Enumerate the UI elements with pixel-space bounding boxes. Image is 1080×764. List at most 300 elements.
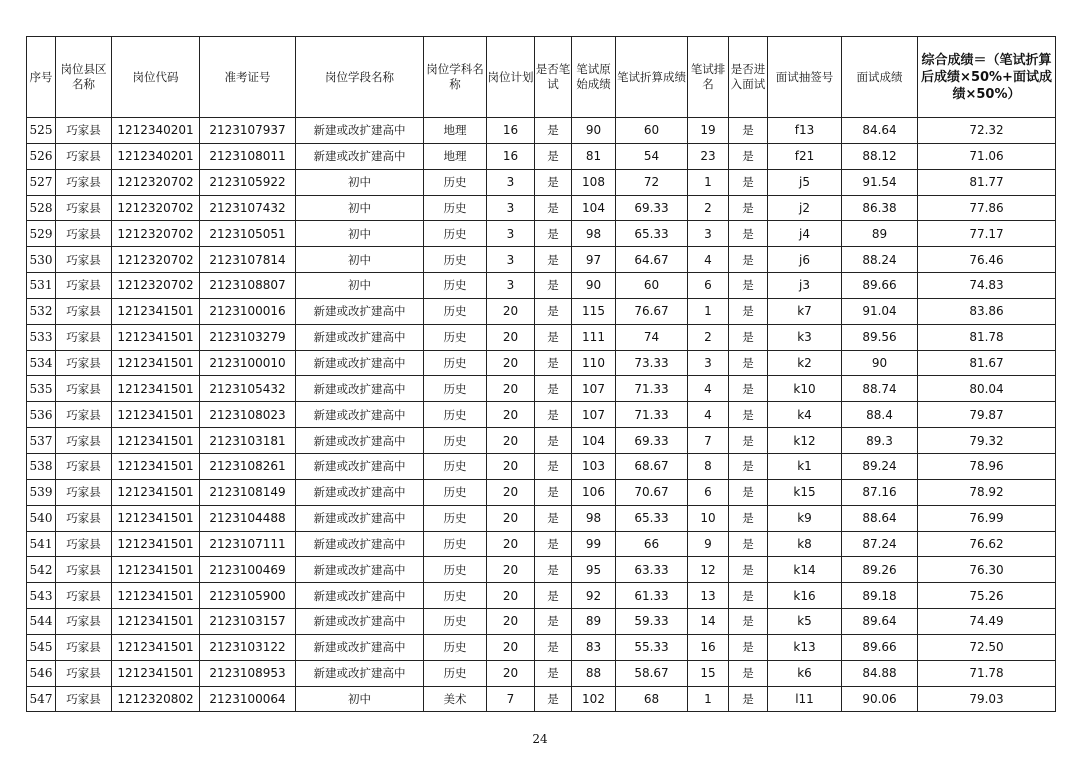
cell-interview-score: 87.24 (842, 531, 918, 557)
cell-draw-number: k4 (768, 402, 842, 428)
cell-seq: 532 (27, 298, 56, 324)
cell-county: 巧家县 (56, 531, 112, 557)
cell-raw-score: 111 (572, 324, 616, 350)
cell-seq: 531 (27, 273, 56, 299)
cell-interview-in: 是 (729, 376, 768, 402)
cell-raw-score: 104 (572, 428, 616, 454)
cell-post-code: 1212341501 (112, 634, 200, 660)
cell-stage: 新建或改扩建高中 (296, 609, 424, 635)
cell-interview-score: 89.24 (842, 453, 918, 479)
table-row (27, 402, 1056, 428)
header-plan: 岗位计划 (487, 37, 535, 118)
cell-interview-in: 是 (729, 505, 768, 531)
header-county: 岗位县区名称 (56, 37, 112, 118)
cell-ticket: 2123105900 (200, 583, 296, 609)
cell-county: 巧家县 (56, 376, 112, 402)
cell-stage: 新建或改扩建高中 (296, 505, 424, 531)
cell-interview-in: 是 (729, 298, 768, 324)
cell-converted-score: 76.67 (616, 298, 688, 324)
page-number: 24 (532, 732, 548, 746)
cell-rank: 6 (688, 479, 729, 505)
table-row (27, 557, 1056, 583)
cell-interview-score: 89.66 (842, 273, 918, 299)
cell-rank: 1 (688, 298, 729, 324)
cell-seq: 536 (27, 402, 56, 428)
cell-post-code: 1212341501 (112, 660, 200, 686)
cell-rank: 2 (688, 195, 729, 221)
cell-raw-score: 107 (572, 402, 616, 428)
cell-plan: 20 (487, 660, 535, 686)
cell-interview-score: 87.16 (842, 479, 918, 505)
cell-plan: 20 (487, 634, 535, 660)
cell-draw-number: j2 (768, 195, 842, 221)
cell-interview-in: 是 (729, 350, 768, 376)
cell-written: 是 (535, 324, 572, 350)
cell-stage: 新建或改扩建高中 (296, 118, 424, 144)
cell-interview-in: 是 (729, 169, 768, 195)
cell-stage: 新建或改扩建高中 (296, 324, 424, 350)
table-row (27, 169, 1056, 195)
cell-raw-score: 106 (572, 479, 616, 505)
cell-final-score: 78.96 (918, 453, 1056, 479)
cell-raw-score: 89 (572, 609, 616, 635)
cell-county: 巧家县 (56, 686, 112, 712)
header-row (27, 37, 1056, 118)
cell-final-score: 71.78 (918, 660, 1056, 686)
header-raw-score: 笔试原始成绩 (572, 37, 616, 118)
cell-plan: 16 (487, 143, 535, 169)
cell-final-score: 72.32 (918, 118, 1056, 144)
table-row (27, 531, 1056, 557)
cell-converted-score: 69.33 (616, 428, 688, 454)
cell-written: 是 (535, 686, 572, 712)
cell-ticket: 2123103181 (200, 428, 296, 454)
cell-ticket: 2123108023 (200, 402, 296, 428)
cell-plan: 7 (487, 686, 535, 712)
cell-stage: 初中 (296, 686, 424, 712)
cell-raw-score: 110 (572, 350, 616, 376)
cell-written: 是 (535, 453, 572, 479)
cell-converted-score: 70.67 (616, 479, 688, 505)
cell-converted-score: 73.33 (616, 350, 688, 376)
cell-written: 是 (535, 298, 572, 324)
cell-post-code: 1212341501 (112, 453, 200, 479)
cell-county: 巧家县 (56, 298, 112, 324)
header-interview-in: 是否进入面试 (729, 37, 768, 118)
cell-draw-number: k5 (768, 609, 842, 635)
cell-seq: 530 (27, 247, 56, 273)
cell-final-score: 75.26 (918, 583, 1056, 609)
cell-interview-score: 89.26 (842, 557, 918, 583)
cell-county: 巧家县 (56, 402, 112, 428)
cell-interview-score: 91.54 (842, 169, 918, 195)
cell-draw-number: j5 (768, 169, 842, 195)
cell-draw-number: j6 (768, 247, 842, 273)
cell-plan: 20 (487, 376, 535, 402)
cell-converted-score: 74 (616, 324, 688, 350)
cell-final-score: 79.03 (918, 686, 1056, 712)
cell-rank: 6 (688, 273, 729, 299)
cell-written: 是 (535, 479, 572, 505)
cell-stage: 新建或改扩建高中 (296, 660, 424, 686)
table-row (27, 298, 1056, 324)
cell-rank: 2 (688, 324, 729, 350)
cell-ticket: 2123108149 (200, 479, 296, 505)
cell-rank: 13 (688, 583, 729, 609)
cell-interview-score: 89.3 (842, 428, 918, 454)
cell-converted-score: 65.33 (616, 505, 688, 531)
table-row (27, 143, 1056, 169)
cell-interview-in: 是 (729, 402, 768, 428)
header-subject: 岗位学科名称 (424, 37, 487, 118)
cell-seq: 533 (27, 324, 56, 350)
cell-draw-number: k7 (768, 298, 842, 324)
cell-county: 巧家县 (56, 583, 112, 609)
cell-interview-score: 88.74 (842, 376, 918, 402)
cell-interview-in: 是 (729, 634, 768, 660)
cell-written: 是 (535, 557, 572, 583)
cell-post-code: 1212341501 (112, 376, 200, 402)
cell-interview-in: 是 (729, 324, 768, 350)
cell-plan: 20 (487, 557, 535, 583)
cell-written: 是 (535, 660, 572, 686)
cell-draw-number: k9 (768, 505, 842, 531)
cell-final-score: 74.83 (918, 273, 1056, 299)
cell-rank: 1 (688, 686, 729, 712)
cell-post-code: 1212341501 (112, 505, 200, 531)
cell-ticket: 2123108011 (200, 143, 296, 169)
cell-final-score: 81.78 (918, 324, 1056, 350)
score-table (26, 36, 1056, 712)
cell-draw-number: f13 (768, 118, 842, 144)
cell-county: 巧家县 (56, 350, 112, 376)
cell-county: 巧家县 (56, 118, 112, 144)
cell-written: 是 (535, 428, 572, 454)
cell-plan: 20 (487, 324, 535, 350)
cell-county: 巧家县 (56, 453, 112, 479)
cell-post-code: 1212341501 (112, 531, 200, 557)
cell-seq: 535 (27, 376, 56, 402)
cell-subject: 历史 (424, 273, 487, 299)
cell-stage: 新建或改扩建高中 (296, 453, 424, 479)
header-draw-number: 面试抽签号 (768, 37, 842, 118)
cell-county: 巧家县 (56, 634, 112, 660)
cell-subject: 美术 (424, 686, 487, 712)
cell-plan: 3 (487, 221, 535, 247)
table-row (27, 686, 1056, 712)
cell-subject: 历史 (424, 298, 487, 324)
cell-stage: 新建或改扩建高中 (296, 376, 424, 402)
cell-interview-in: 是 (729, 143, 768, 169)
cell-interview-score: 88.24 (842, 247, 918, 273)
cell-draw-number: k8 (768, 531, 842, 557)
cell-interview-score: 89.64 (842, 609, 918, 635)
cell-raw-score: 107 (572, 376, 616, 402)
cell-interview-score: 89.18 (842, 583, 918, 609)
cell-converted-score: 55.33 (616, 634, 688, 660)
cell-plan: 20 (487, 609, 535, 635)
cell-raw-score: 103 (572, 453, 616, 479)
cell-ticket: 2123107814 (200, 247, 296, 273)
cell-stage: 新建或改扩建高中 (296, 298, 424, 324)
cell-subject: 历史 (424, 634, 487, 660)
header-post-code: 岗位代码 (112, 37, 200, 118)
cell-final-score: 81.67 (918, 350, 1056, 376)
cell-plan: 20 (487, 350, 535, 376)
cell-final-score: 80.04 (918, 376, 1056, 402)
cell-subject: 历史 (424, 402, 487, 428)
cell-county: 巧家县 (56, 221, 112, 247)
cell-subject: 历史 (424, 479, 487, 505)
table-row (27, 505, 1056, 531)
header-ticket: 准考证号 (200, 37, 296, 118)
cell-seq: 545 (27, 634, 56, 660)
cell-interview-in: 是 (729, 531, 768, 557)
cell-post-code: 1212341501 (112, 298, 200, 324)
cell-stage: 新建或改扩建高中 (296, 531, 424, 557)
cell-interview-score: 84.88 (842, 660, 918, 686)
cell-draw-number: k3 (768, 324, 842, 350)
header-rank: 笔试排名 (688, 37, 729, 118)
cell-seq: 526 (27, 143, 56, 169)
cell-plan: 16 (487, 118, 535, 144)
cell-county: 巧家县 (56, 169, 112, 195)
header-interview-score: 面试成绩 (842, 37, 918, 118)
header-written: 是否笔试 (535, 37, 572, 118)
cell-interview-in: 是 (729, 660, 768, 686)
cell-post-code: 1212341501 (112, 479, 200, 505)
table-row (27, 195, 1056, 221)
cell-raw-score: 97 (572, 247, 616, 273)
table-body (27, 118, 1056, 712)
cell-plan: 20 (487, 531, 535, 557)
cell-ticket: 2123108807 (200, 273, 296, 299)
cell-plan: 20 (487, 453, 535, 479)
cell-interview-in: 是 (729, 221, 768, 247)
cell-raw-score: 88 (572, 660, 616, 686)
cell-interview-in: 是 (729, 195, 768, 221)
cell-converted-score: 61.33 (616, 583, 688, 609)
cell-ticket: 2123103279 (200, 324, 296, 350)
cell-stage: 新建或改扩建高中 (296, 428, 424, 454)
cell-stage: 新建或改扩建高中 (296, 479, 424, 505)
cell-post-code: 1212341501 (112, 402, 200, 428)
cell-interview-score: 86.38 (842, 195, 918, 221)
table-row (27, 376, 1056, 402)
cell-rank: 7 (688, 428, 729, 454)
cell-subject: 历史 (424, 169, 487, 195)
cell-rank: 3 (688, 221, 729, 247)
cell-county: 巧家县 (56, 273, 112, 299)
cell-final-score: 71.06 (918, 143, 1056, 169)
cell-stage: 新建或改扩建高中 (296, 583, 424, 609)
cell-plan: 3 (487, 195, 535, 221)
cell-stage: 新建或改扩建高中 (296, 143, 424, 169)
cell-rank: 4 (688, 376, 729, 402)
cell-converted-score: 59.33 (616, 609, 688, 635)
cell-subject: 历史 (424, 660, 487, 686)
score-table-sheet (26, 36, 1055, 712)
cell-county: 巧家县 (56, 428, 112, 454)
cell-final-score: 83.86 (918, 298, 1056, 324)
cell-written: 是 (535, 376, 572, 402)
cell-subject: 历史 (424, 324, 487, 350)
cell-post-code: 1212320702 (112, 221, 200, 247)
cell-final-score: 79.87 (918, 402, 1056, 428)
cell-rank: 23 (688, 143, 729, 169)
cell-ticket: 2123100064 (200, 686, 296, 712)
cell-raw-score: 95 (572, 557, 616, 583)
cell-converted-score: 58.67 (616, 660, 688, 686)
cell-converted-score: 72 (616, 169, 688, 195)
cell-draw-number: k14 (768, 557, 842, 583)
cell-rank: 14 (688, 609, 729, 635)
cell-plan: 3 (487, 273, 535, 299)
cell-subject: 地理 (424, 143, 487, 169)
cell-seq: 546 (27, 660, 56, 686)
cell-county: 巧家县 (56, 660, 112, 686)
cell-post-code: 1212320702 (112, 169, 200, 195)
cell-interview-in: 是 (729, 557, 768, 583)
cell-raw-score: 108 (572, 169, 616, 195)
cell-ticket: 2123100010 (200, 350, 296, 376)
cell-final-score: 72.50 (918, 634, 1056, 660)
cell-raw-score: 104 (572, 195, 616, 221)
cell-rank: 4 (688, 247, 729, 273)
table-row (27, 634, 1056, 660)
cell-plan: 3 (487, 247, 535, 273)
cell-interview-in: 是 (729, 479, 768, 505)
cell-plan: 20 (487, 583, 535, 609)
cell-subject: 历史 (424, 557, 487, 583)
cell-stage: 新建或改扩建高中 (296, 350, 424, 376)
cell-rank: 16 (688, 634, 729, 660)
table-row (27, 273, 1056, 299)
cell-converted-score: 71.33 (616, 402, 688, 428)
cell-written: 是 (535, 505, 572, 531)
cell-seq: 541 (27, 531, 56, 557)
cell-interview-in: 是 (729, 583, 768, 609)
cell-interview-score: 90 (842, 350, 918, 376)
cell-interview-in: 是 (729, 686, 768, 712)
cell-raw-score: 102 (572, 686, 616, 712)
cell-draw-number: k15 (768, 479, 842, 505)
table-row (27, 118, 1056, 144)
cell-subject: 历史 (424, 505, 487, 531)
cell-draw-number: k6 (768, 660, 842, 686)
cell-seq: 540 (27, 505, 56, 531)
cell-rank: 9 (688, 531, 729, 557)
cell-ticket: 2123105432 (200, 376, 296, 402)
cell-final-score: 79.32 (918, 428, 1056, 454)
header-final-score: 综合成绩＝（笔试折算后成绩×50%+面试成绩×50%） (918, 37, 1056, 118)
cell-stage: 初中 (296, 195, 424, 221)
cell-draw-number: k16 (768, 583, 842, 609)
cell-interview-in: 是 (729, 273, 768, 299)
cell-seq: 543 (27, 583, 56, 609)
cell-county: 巧家县 (56, 247, 112, 273)
table-row (27, 479, 1056, 505)
cell-ticket: 2123103157 (200, 609, 296, 635)
cell-written: 是 (535, 273, 572, 299)
cell-plan: 3 (487, 169, 535, 195)
cell-post-code: 1212341501 (112, 583, 200, 609)
cell-rank: 12 (688, 557, 729, 583)
cell-draw-number: k1 (768, 453, 842, 479)
cell-stage: 初中 (296, 221, 424, 247)
cell-interview-score: 89 (842, 221, 918, 247)
cell-converted-score: 68.67 (616, 453, 688, 479)
cell-draw-number: j4 (768, 221, 842, 247)
cell-post-code: 1212320702 (112, 273, 200, 299)
table-row (27, 350, 1056, 376)
cell-final-score: 77.86 (918, 195, 1056, 221)
cell-ticket: 2123105922 (200, 169, 296, 195)
cell-ticket: 2123100016 (200, 298, 296, 324)
cell-plan: 20 (487, 479, 535, 505)
cell-county: 巧家县 (56, 479, 112, 505)
cell-county: 巧家县 (56, 324, 112, 350)
cell-converted-score: 60 (616, 273, 688, 299)
cell-converted-score: 60 (616, 118, 688, 144)
cell-plan: 20 (487, 505, 535, 531)
cell-written: 是 (535, 169, 572, 195)
cell-subject: 历史 (424, 221, 487, 247)
cell-interview-score: 90.06 (842, 686, 918, 712)
cell-draw-number: k13 (768, 634, 842, 660)
cell-interview-in: 是 (729, 453, 768, 479)
cell-county: 巧家县 (56, 195, 112, 221)
cell-raw-score: 92 (572, 583, 616, 609)
cell-stage: 新建或改扩建高中 (296, 402, 424, 428)
cell-rank: 3 (688, 350, 729, 376)
cell-seq: 538 (27, 453, 56, 479)
cell-seq: 527 (27, 169, 56, 195)
cell-converted-score: 71.33 (616, 376, 688, 402)
cell-written: 是 (535, 531, 572, 557)
table-row (27, 428, 1056, 454)
cell-ticket: 2123107111 (200, 531, 296, 557)
cell-ticket: 2123105051 (200, 221, 296, 247)
cell-final-score: 76.99 (918, 505, 1056, 531)
cell-stage: 初中 (296, 247, 424, 273)
cell-rank: 4 (688, 402, 729, 428)
cell-post-code: 1212340201 (112, 143, 200, 169)
cell-interview-in: 是 (729, 609, 768, 635)
header-stage: 岗位学段名称 (296, 37, 424, 118)
cell-interview-score: 88.4 (842, 402, 918, 428)
cell-county: 巧家县 (56, 557, 112, 583)
cell-county: 巧家县 (56, 505, 112, 531)
table-row (27, 221, 1056, 247)
cell-ticket: 2123103122 (200, 634, 296, 660)
cell-written: 是 (535, 195, 572, 221)
cell-rank: 15 (688, 660, 729, 686)
cell-post-code: 1212320802 (112, 686, 200, 712)
cell-seq: 547 (27, 686, 56, 712)
cell-stage: 新建或改扩建高中 (296, 634, 424, 660)
cell-final-score: 81.77 (918, 169, 1056, 195)
cell-plan: 20 (487, 402, 535, 428)
cell-rank: 10 (688, 505, 729, 531)
cell-written: 是 (535, 350, 572, 376)
cell-final-score: 76.62 (918, 531, 1056, 557)
cell-draw-number: k10 (768, 376, 842, 402)
cell-converted-score: 66 (616, 531, 688, 557)
cell-ticket: 2123108953 (200, 660, 296, 686)
cell-seq: 528 (27, 195, 56, 221)
cell-subject: 历史 (424, 531, 487, 557)
